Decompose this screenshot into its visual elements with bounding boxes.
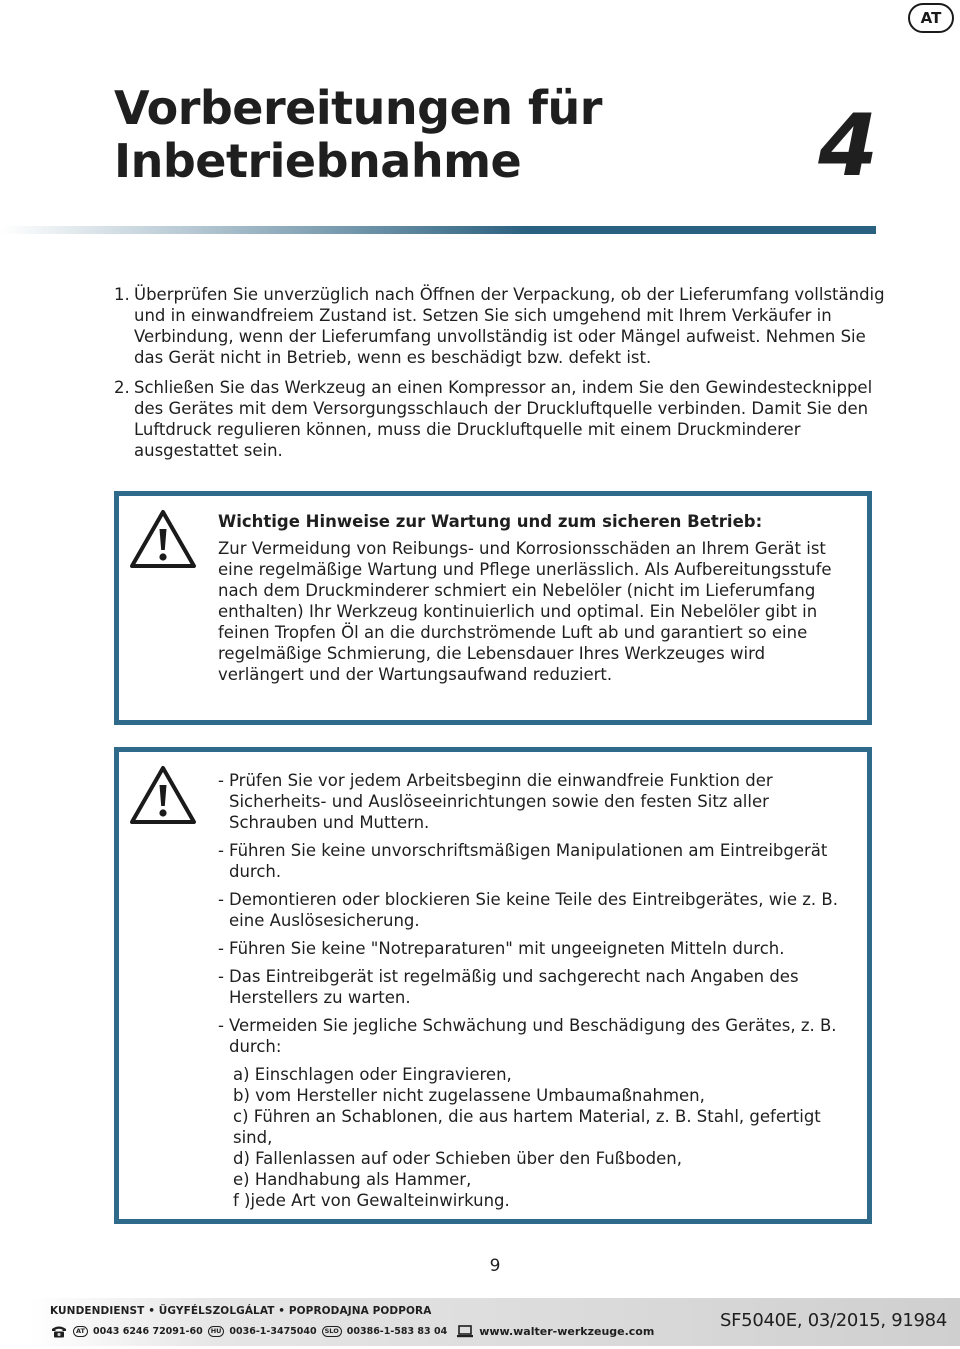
page-title [114,82,764,188]
step-item [114,377,894,461]
step-number: 1. [114,285,130,304]
chapter-number: 4 [818,96,874,196]
damage-example-item: e) Handhabung als Hammer, [233,1170,472,1189]
title-divider [0,226,876,234]
phone-number: 0036-1-3475040 [229,1325,317,1337]
damage-example-item: d) Fallenlassen auf oder Schieben über den Fußboden, [233,1149,682,1168]
warning-triangle-icon [128,764,198,826]
damage-examples-list [233,1064,853,1211]
step-number: 2. [114,378,130,397]
country-code-badge: HU [208,1326,225,1337]
rule-item [218,966,853,1008]
phone-number: 0043 6246 72091-60 [92,1325,203,1337]
rule-dash: - [218,939,224,958]
country-badge: AT [908,3,954,33]
telephone-icon [50,1325,68,1338]
rule-text: Vermeiden Sie jegliche Schwächung und Beschädigung des Gerätes, z. B. durch: [229,1016,837,1056]
rule-text: Das Eintreibgerät ist regelmäßig und sachgerecht nach Angaben des Herstellers zu warten. [229,967,799,1007]
rule-text: Führen Sie keine "Notreparaturen" mit ungeeigneten Mitteln durch. [229,939,785,958]
laptop-icon [456,1325,474,1338]
safety-rules-list [218,770,853,1211]
notice-body: Zur Vermeidung von Reibungs- und Korrosionsschäden an Ihrem Gerät ist eine regelmäßige Wartung und Pflege unerlässlich. Als Aufbereitungsstufe nach dem Druckminderer schmiert ein Nebelöler (nicht im Lieferumfang enthalten) Ihr Werkzeug kontinuierlich und optimal. Ein Nebelöler gibt in feinen Tropfen Öl an die durchströmende Luft ab und garantiert so eine regelmäßige Schmierung, die Lebensdauer Ihres Werkzeuges wird verlängert und der Wartungsaufwand reduziert. [218,539,832,684]
step-item [114,284,894,368]
rule-text: Demontieren oder blockieren Sie keine Teile des Eintreibgerätes, wie z. B. eine Auslösesicherung. [229,890,838,930]
page-number: 9 [489,1256,501,1276]
step-text: Überprüfen Sie unverzüglich nach Öffnen der Verpackung, ob der Lieferumfang vollständig und in einwandfreiem Zustand ist. Setzen Sie sich umgehend mit Ihrem Verkäufer in Verbindung, wenn der Lieferumfang unvollständig ist oder Mängel aufweist. Nehmen Sie das Gerät nicht in Betrieb, wenn es beschädigt bzw. defekt ist. [134,285,885,367]
warning-triangle-icon [128,508,198,570]
step-text: Schließen Sie das Werkzeug an einen Kompressor an, indem Sie den Gewindestecknippel des Gerätes mit dem Versorgungsschlauch der Druckluftquelle verbinden. Damit Sie den Luftdruck regulieren können, muss die Druckluftquelle mit einem Druckminderer ausgestattet sein. [134,378,873,460]
rule-item [218,889,853,931]
safety-rules-content [218,770,853,1218]
customer-service-label: KUNDENDIENST • ÜGYFÉLSZOLGÁLAT • POPRODAJNA PODPORA [50,1305,432,1317]
maintenance-notice-box [114,491,872,725]
damage-example-item: f )jede Art von Gewalteinwirkung. [233,1191,510,1210]
rule-item [218,1015,853,1211]
rule-dash: - [218,1016,224,1035]
damage-example-item: c) Führen an Schablonen, die aus hartem Material, z. B. Stahl, gefertigt sind, [233,1107,821,1147]
title-line-2: Inbetriebnahme [114,134,522,188]
website-link[interactable]: www.walter-werkzeuge.com [479,1324,655,1338]
notice-content [218,511,853,685]
damage-example-item: b) vom Hersteller nicht zugelassene Umbaumaßnahmen, [233,1086,705,1105]
rule-dash: - [218,771,224,790]
rule-dash: - [218,841,224,860]
title-line-1: Vorbereitungen für [114,81,602,135]
rule-item [218,770,853,833]
notice-heading: Wichtige Hinweise zur Wartung und zum sicheren Betrieb: [218,512,763,531]
footer-contacts [50,1323,654,1339]
rule-text: Führen Sie keine unvorschriftsmäßigen Manipulationen am Eintreibgerät durch. [229,841,828,881]
rule-text: Prüfen Sie vor jedem Arbeitsbeginn die einwandfreie Funktion der Sicherheits- und Auslöseeinrichtungen sowie den festen Sitz aller Schrauben und Muttern. [229,771,773,832]
phone-number: 00386-1-583 83 04 [346,1325,448,1337]
damage-example-item: a) Einschlagen oder Eingravieren, [233,1065,512,1084]
safety-rules-box [114,747,872,1224]
country-code-badge: SLO [322,1326,342,1337]
rule-item [218,938,853,959]
preparation-steps [114,284,894,470]
rule-dash: - [218,890,224,909]
rule-item [218,840,853,882]
document-id: SF5040E, 03/2015, 91984 [720,1310,947,1331]
country-code-badge: AT [73,1326,88,1337]
rule-dash: - [218,967,224,986]
